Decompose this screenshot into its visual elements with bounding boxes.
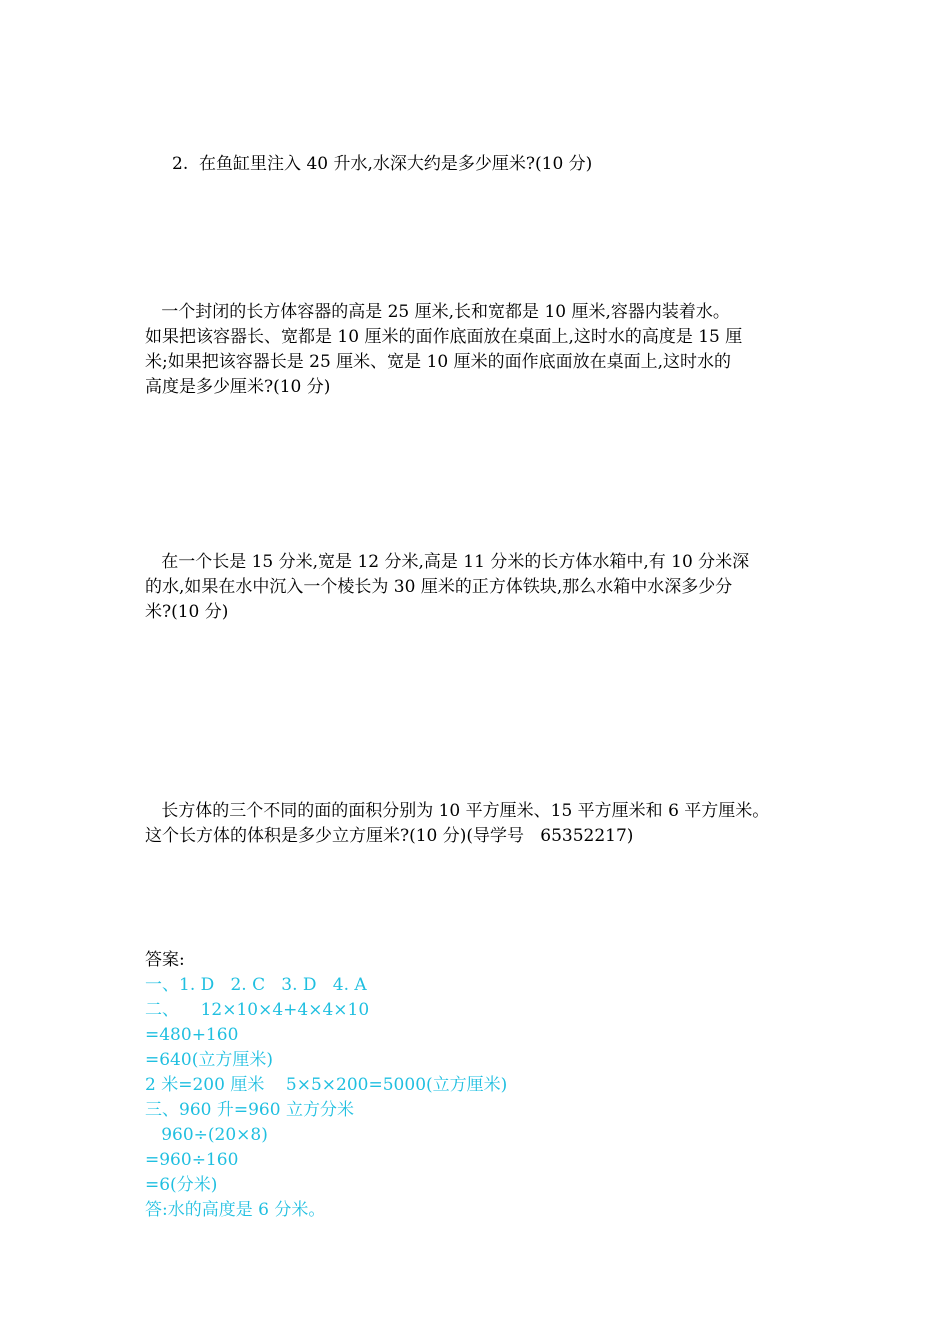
question-line: 2. 在鱼缸里注入 40 升水,水深大约是多少厘米?(10 分) <box>145 154 593 174</box>
answer-heading: 答案: <box>145 950 185 970</box>
answer-line: 2 米=200 厘米 5×5×200=5000(立方厘米) <box>145 1075 508 1095</box>
question-line: 米?(10 分) <box>145 602 229 622</box>
question-line: 高度是多少厘米?(10 分) <box>145 377 331 397</box>
answer-line: =960÷160 <box>145 1150 239 1170</box>
answer-line: =6(分米) <box>145 1175 218 1195</box>
question-line: 的水,如果在水中沉入一个棱长为 30 厘米的正方体铁块,那么水箱中水深多少分 <box>145 577 733 597</box>
question-line: 米;如果把该容器长是 25 厘米、宽是 10 厘米的面作底面放在桌面上,这时水的 <box>145 352 732 372</box>
answer-line: =480+160 <box>145 1025 239 1045</box>
question-line: 如果把该容器长、宽都是 10 厘米的面作底面放在桌面上,这时水的高度是 15 厘 <box>145 327 743 347</box>
answer-line: 三、960 升=960 立方分米 <box>145 1100 354 1120</box>
question-line: 这个长方体的体积是多少立方厘米?(10 分)(导学号 65352217) <box>145 826 634 846</box>
answer-line: 答:水的高度是 6 分米。 <box>145 1200 326 1220</box>
question-line: 长方体的三个不同的面的面积分别为 10 平方厘米、15 平方厘米和 6 平方厘米。 <box>145 801 770 821</box>
answer-line: 960÷(20×8) <box>145 1125 268 1145</box>
answer-line: 一、1. D 2. C 3. D 4. A <box>145 975 367 995</box>
question-line: 一个封闭的长方体容器的高是 25 厘米,长和宽都是 10 厘米,容器内装着水。 <box>145 302 730 322</box>
answer-line: =640(立方厘米) <box>145 1050 273 1070</box>
question-line: 在一个长是 15 分米,宽是 12 分米,高是 11 分米的长方体水箱中,有 10 分米深 <box>145 552 750 572</box>
answer-line: 二、 12×10×4+4×4×10 <box>145 1000 370 1020</box>
